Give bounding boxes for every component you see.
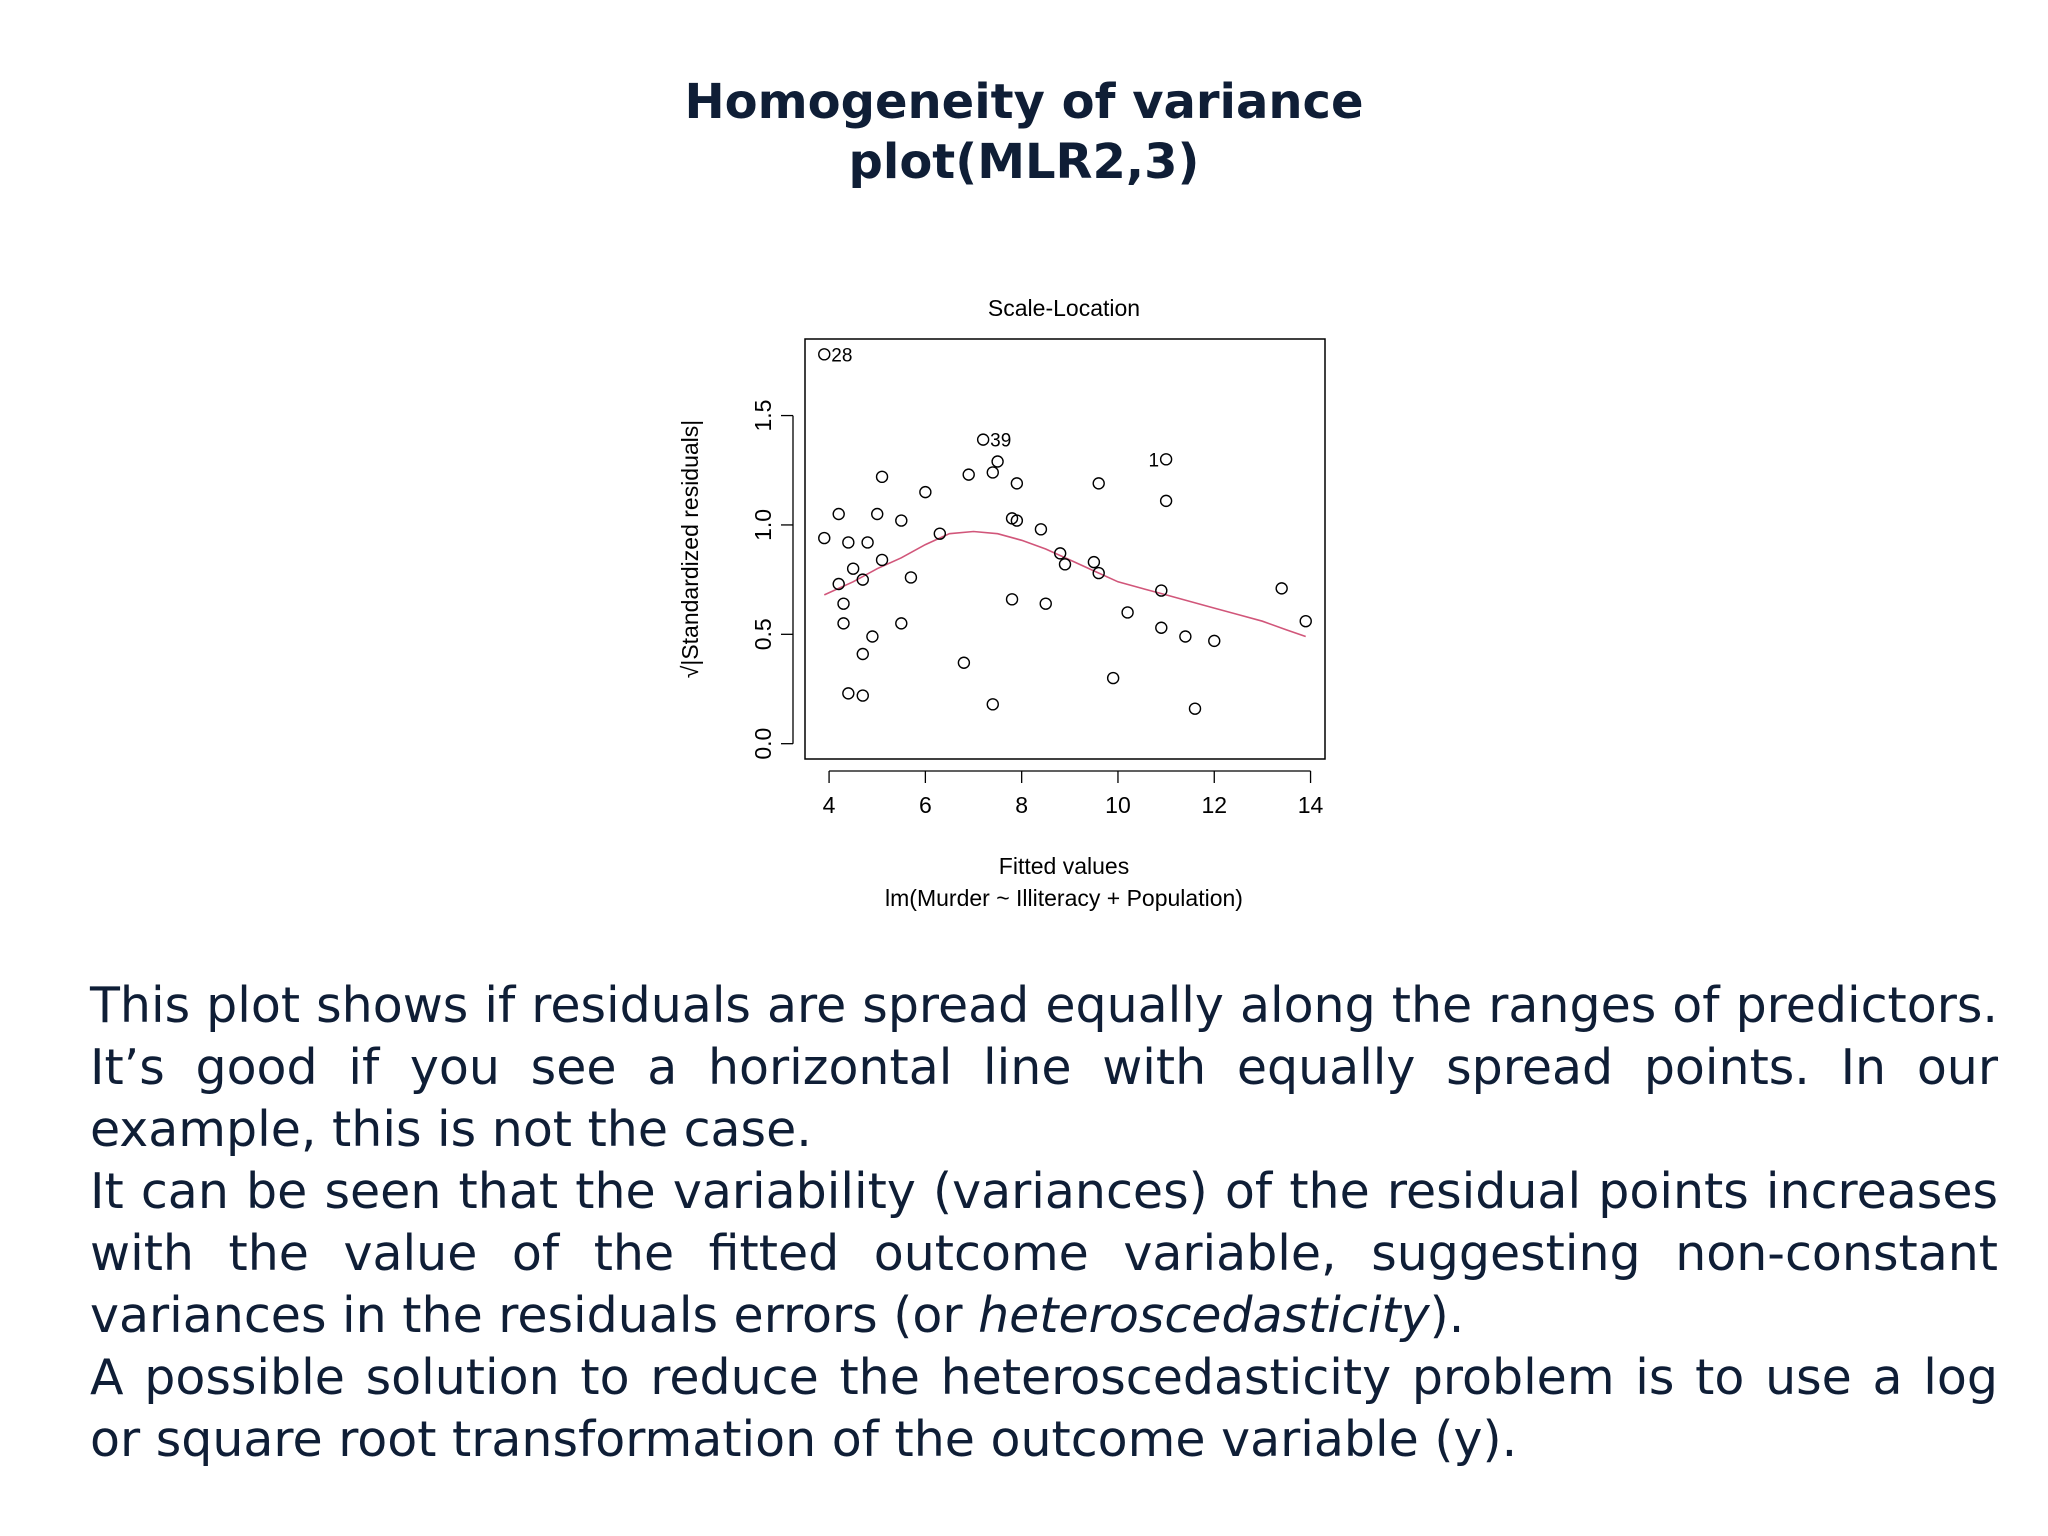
body-text <box>90 975 1998 1471</box>
paragraph-2 <box>90 1161 1998 1347</box>
data-point <box>1088 557 1099 568</box>
data-point <box>963 469 974 480</box>
heteroscedasticity-term: heteroscedasticity <box>978 1287 1430 1344</box>
data-point <box>1180 631 1191 642</box>
x-tick-label: 8 <box>1015 792 1029 818</box>
data-point <box>1011 478 1022 489</box>
data-point <box>1161 495 1172 506</box>
data-point <box>1190 703 1201 714</box>
y-tick-label: 0.0 <box>750 727 776 760</box>
plot-frame <box>805 339 1325 759</box>
data-point <box>1093 478 1104 489</box>
y-axis <box>750 400 793 760</box>
data-point <box>1060 559 1071 570</box>
data-point <box>867 631 878 642</box>
data-point <box>1300 616 1311 627</box>
y-axis-label: √|Standardized residuals| <box>677 419 703 679</box>
x-axis-label: Fitted values <box>998 853 1130 879</box>
data-point <box>1007 594 1018 605</box>
slide-title <box>0 72 2048 192</box>
slide-title-line-2: plot(MLR2,3) <box>848 134 1200 190</box>
data-point <box>1122 607 1133 618</box>
x-tick-label: 6 <box>918 792 932 818</box>
paragraph-2-end: ). <box>1429 1287 1465 1344</box>
x-tick-label: 14 <box>1297 792 1324 818</box>
paragraph-1: This plot shows if residuals are spread equally along the ranges of predictors. It’s good if you see a horizontal line with equally spread points. In our example, this is not the case. <box>90 977 1998 1158</box>
data-point <box>862 537 873 548</box>
data-point <box>857 649 868 660</box>
x-axis <box>823 771 1324 818</box>
x-tick-label: 4 <box>822 792 836 818</box>
data-point <box>857 690 868 701</box>
chart-svg <box>660 290 1350 950</box>
paragraph-3: A possible solution to reduce the heteroscedasticity problem is to use a log or square root transformation of the outcome variable (y). <box>90 1349 1998 1468</box>
slide-title-line-1: Homogeneity of variance <box>684 74 1364 130</box>
y-tick-label: 1.5 <box>750 399 776 432</box>
data-point <box>1035 524 1046 535</box>
data-point <box>987 467 998 478</box>
point-label: 28 <box>831 345 853 367</box>
chart-subtitle: lm(Murder ~ Illiteracy + Population) <box>885 885 1243 911</box>
data-point <box>833 509 844 520</box>
point-label: 1 <box>1148 450 1160 472</box>
scale-location-chart <box>660 290 1350 950</box>
y-tick-label: 1.0 <box>750 508 776 541</box>
data-point <box>896 515 907 526</box>
paragraph-2-start: It can be seen that the variability (variances) of the residual points increases with the value of the fitted outcome variable, suggesting non-constant variances in the residuals errors (or <box>90 1163 1998 1344</box>
point-labels <box>831 345 1159 471</box>
data-point <box>848 563 859 574</box>
data-point <box>896 618 907 629</box>
data-point <box>819 533 830 544</box>
data-point <box>838 598 849 609</box>
x-tick-label: 12 <box>1201 792 1228 818</box>
data-point <box>905 572 916 583</box>
data-point <box>819 349 830 360</box>
data-point <box>987 699 998 710</box>
data-point <box>978 434 989 445</box>
data-point <box>843 537 854 548</box>
data-points <box>819 349 1311 714</box>
data-point <box>1108 673 1119 684</box>
x-tick-label: 10 <box>1105 792 1131 818</box>
data-point <box>872 509 883 520</box>
data-point <box>1276 583 1287 594</box>
y-tick-label: 0.5 <box>750 618 776 651</box>
chart-title: Scale-Location <box>987 295 1141 321</box>
data-point <box>958 657 969 668</box>
data-point <box>1209 635 1220 646</box>
data-point <box>992 456 1003 467</box>
data-point <box>1161 454 1172 465</box>
data-point <box>920 487 931 498</box>
data-point <box>877 554 888 565</box>
data-point <box>1040 598 1051 609</box>
data-point <box>838 618 849 629</box>
data-point <box>877 471 888 482</box>
data-point <box>1156 622 1167 633</box>
point-label: 39 <box>990 430 1012 452</box>
data-point <box>843 688 854 699</box>
